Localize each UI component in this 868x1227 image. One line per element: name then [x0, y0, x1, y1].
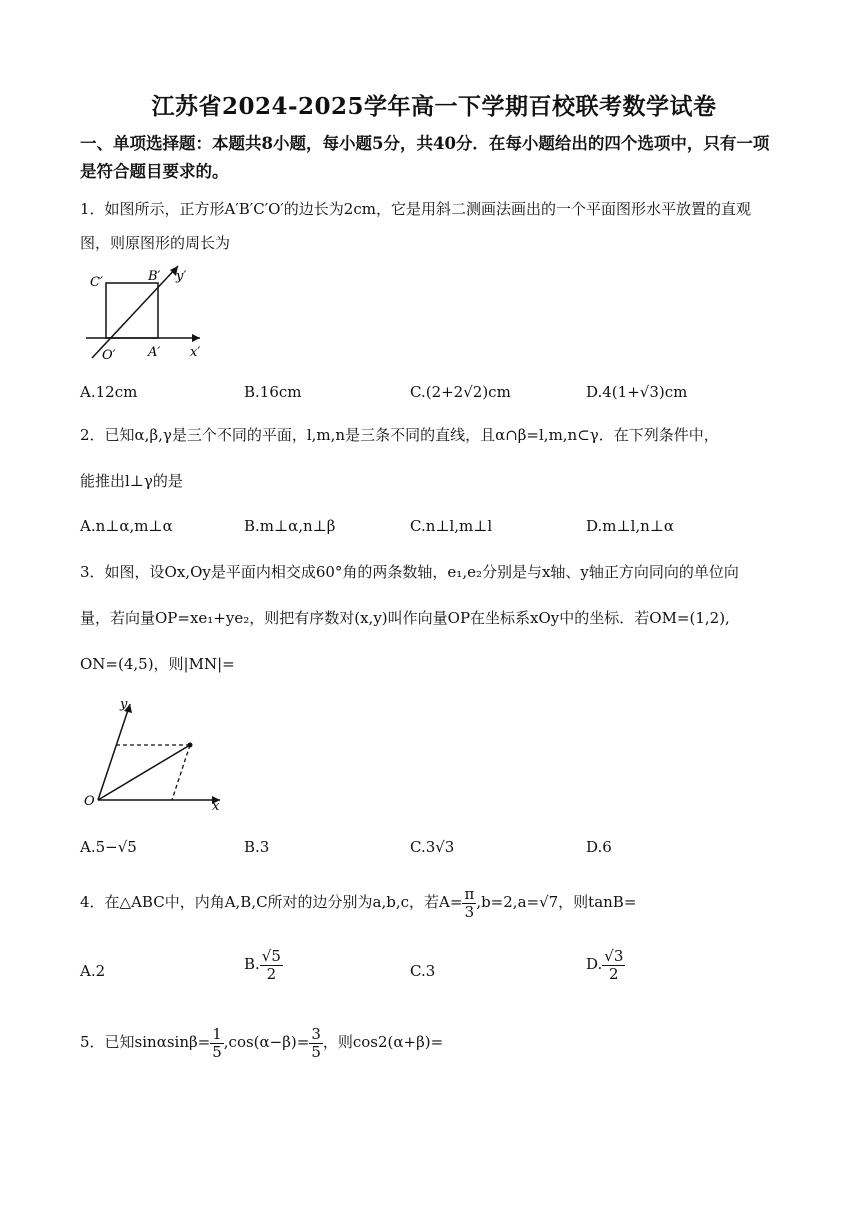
q4-option-d-prefix: D.	[586, 955, 603, 973]
question-5-text-mid: ,cos(α−β)=	[223, 1033, 310, 1051]
q1-y-axis	[92, 266, 178, 358]
q3-label-x: x	[212, 799, 220, 812]
q5-fraction-1	[210, 1026, 224, 1060]
q4-fraction-den: 3	[464, 902, 475, 921]
q1-option-b[interactable]: B.16cm	[244, 383, 302, 401]
q1-label-b: B′	[148, 269, 161, 284]
q4-option-d-den: 2	[609, 964, 619, 983]
q1-label-o: O′	[102, 348, 116, 363]
q5-fraction-2-num: 3	[311, 1025, 321, 1043]
question-4-text-post: ,b=2,a=√7，则tanB=	[476, 893, 637, 911]
q5-fraction-2-den: 5	[311, 1042, 321, 1061]
q4-option-b-fraction	[260, 948, 283, 982]
q2-option-b[interactable]: B.m⊥α,n⊥β	[244, 517, 336, 535]
q4-option-c[interactable]: C.3	[410, 962, 436, 980]
question-5	[80, 1022, 786, 1062]
q4-option-a[interactable]: A.2	[80, 962, 106, 980]
q1-label-y: y′	[176, 269, 187, 284]
q4-option-b-den: 2	[266, 964, 277, 983]
page-title: 江苏省2024-2025学年高一下学期百校联考数学试卷	[151, 93, 717, 120]
question-4-options	[80, 948, 786, 998]
q1-option-a[interactable]: A.12cm	[80, 383, 138, 401]
question-5-text-pre: 5．已知sinαsinβ=	[80, 1033, 211, 1051]
question-1-line-1: 1．如图所示，正方形A′B′C′O′的边长为2cm，它是用斜二测画法画出的一个平面图形水平放置的直观	[80, 200, 751, 218]
question-3-line-1: 3．如图，设Ox,Oy是平面内相交成60°角的两条数轴，e₁,e₂分别是与x轴、y轴正方向同向的单位向	[80, 563, 739, 581]
q2-option-c[interactable]: C.n⊥l,m⊥l	[410, 517, 493, 535]
q3-dashed-slant	[172, 745, 190, 800]
section-heading: 一、单项选择题：本题共8小题，每小题5分，共40分．在每小题给出的四个选项中，只有一项是符合题目要求的。	[80, 134, 770, 181]
q1-label-c: C′	[90, 275, 103, 290]
q3-vector	[98, 745, 190, 800]
question-1	[80, 192, 786, 260]
q3-option-a[interactable]: A.5−√5	[80, 838, 137, 856]
q4-option-b-num: √5	[261, 947, 281, 965]
q3-option-b[interactable]: B.3	[244, 838, 270, 856]
q2-option-a[interactable]: A.n⊥α,m⊥α	[80, 517, 173, 535]
q5-fraction-1-den: 5	[212, 1042, 222, 1061]
q4-fraction-num: π	[464, 885, 475, 903]
q3-option-d[interactable]: D.6	[586, 838, 612, 856]
question-5-text-post: ，则cos2(α+β)=	[322, 1033, 444, 1051]
question-2-line-2: 能推出l⊥γ的是	[80, 472, 183, 490]
q1-option-d[interactable]: D.4(1+√3)cm	[586, 383, 688, 401]
q4-option-b[interactable]	[244, 948, 283, 982]
question-3-line-3: ON=(4,5)，则|MN|=	[80, 655, 235, 673]
q5-fraction-1-num: 1	[212, 1025, 222, 1043]
question-1-options	[80, 383, 786, 423]
question-1-line-2: 图，则原图形的周长为	[80, 234, 231, 252]
q4-option-b-prefix: B.	[244, 955, 260, 973]
q3-figure	[78, 694, 228, 812]
q3-label-y: y	[120, 697, 128, 712]
q4-option-d-fraction	[602, 948, 625, 982]
question-3-options	[80, 838, 786, 878]
question-4-text-pre: 4．在△ABC中，内角A,B,C所对的边分别为a,b,c，若A=	[80, 893, 463, 911]
q1-square	[106, 283, 158, 338]
q4-fraction	[462, 886, 476, 920]
q4-option-d[interactable]	[586, 948, 625, 982]
q1-label-x: x′	[190, 345, 201, 360]
q4-option-d-num: √3	[604, 947, 624, 965]
q1-label-a: A′	[148, 345, 161, 360]
question-3-line-2: 量，若向量OP=xe₁+ye₂，则把有序数对(x,y)叫作向量OP在坐标系xOy中的坐标．若OM=(1,2),	[80, 609, 730, 627]
question-2-options	[80, 517, 786, 557]
q5-fraction-2	[309, 1026, 323, 1060]
question-4	[80, 882, 786, 922]
q3-y-axis	[98, 704, 130, 800]
q1-x-arrow	[192, 334, 200, 342]
q1-figure	[78, 258, 208, 366]
question-3	[80, 555, 786, 681]
q3-option-c[interactable]: C.3√3	[410, 838, 455, 856]
question-2-line-1: 2．已知α,β,γ是三个不同的平面，l,m,n是三条不同的直线，且α∩β=l,m,n⊂γ．在下列条件中，	[80, 426, 719, 444]
q1-option-c[interactable]: C.(2+2√2)cm	[410, 383, 511, 401]
q3-label-o: O	[84, 794, 95, 809]
question-2	[80, 418, 786, 498]
q2-option-d[interactable]: D.m⊥l,n⊥α	[586, 517, 675, 535]
